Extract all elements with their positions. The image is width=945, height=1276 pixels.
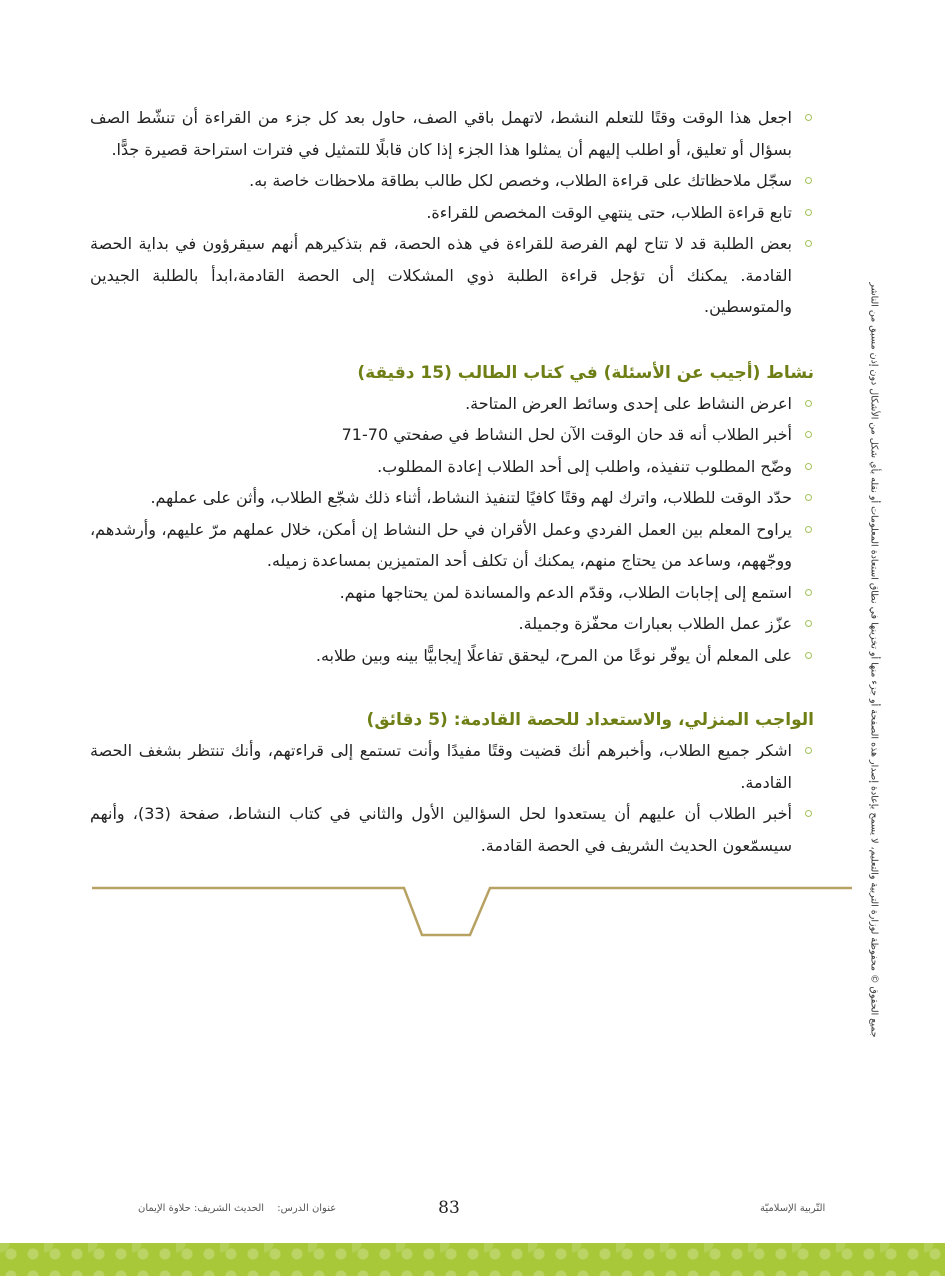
list-item: عزّز عمل الطلاب بعبارات محفّزة وجميلة. [90, 608, 814, 640]
lesson-title-footer [138, 1203, 336, 1214]
list-item: استمع إلى إجابات الطلاب، وقدّم الدعم والمساندة لمن يحتاجها منهم. [90, 577, 814, 609]
page-number: 83 [438, 1198, 460, 1218]
copyright-side-note [866, 282, 882, 1038]
list-item: سجّل ملاحظاتك على قراءة الطلاب، وخصص لكل طالب بطاقة ملاحظات خاصة به. [90, 165, 814, 197]
main-content [90, 102, 814, 861]
activity-section-heading: نشاط (أجيب عن الأسئلة) في كتاب الطالب (15 دقيقة) [357, 362, 814, 383]
copyright-text: جميع الحقوق © محفوظة لوزارة التربية والتعليم، لا يسمح بإعادة إصدار هذه الصفحة أو جزء منها أو تخزينها في نطاق استعادة المعلومات أو نقله بأي شكل من الأشكال دون إذن مسبق من الناشر [868, 282, 880, 1038]
list-item: يراوح المعلم بين العمل الفردي وعمل الأقران في حل النشاط إن أمكن، خلال عملهم مرّ عليهم، وأرشدهم، ووجّههم، وساعد من يحتاج منهم، يمكنك أن تكلف أحد المتميزين بمساعدة زميله. [90, 514, 814, 577]
lesson-label: عنوان الدرس: [277, 1203, 337, 1214]
list-item: اجعل هذا الوقت وقتًا للتعلم النشط، لاتهمل باقي الصف، حاول بعد كل جزء من القراءة أن تنشّط الصف بسؤال أو تعليق، أو اطلب إليهم أن يمثلوا هذا الجزء إذا كان قابلًا للتمثيل في فترات استراحة قصيرة جدًّا. [90, 102, 814, 165]
list-item: تابع قراءة الطلاب، حتى ينتهي الوقت المخصص للقراءة. [90, 197, 814, 229]
list-item: حدّد الوقت للطلاب، واترك لهم وقتًا كافيًا لتنفيذ النشاط، أثناء ذلك شجّع الطلاب، وأثن على عملهم. [90, 482, 814, 514]
list-item: على المعلم أن يوفّر نوعًا من المرح، ليحقق تفاعلًا إيجابيًّا بينه وبين طلابه. [90, 640, 814, 672]
footer-divider [92, 885, 852, 1045]
list-item: بعض الطلبة قد لا تتاح لهم الفرصة للقراءة في هذه الحصة، قم بتذكيرهم أنهم سيقرؤون في بداية الحصة القادمة. يمكنك أن تؤجل قراءة الطلبة ذوي المشكلات إلى الحصة القادمة،ابدأ بالطلبة الجيدين والمتوسطين. [90, 228, 814, 323]
homework-section-heading: الواجب المنزلي، والاستعداد للحصة القادمة: (5 دقائق) [366, 710, 814, 730]
list-item: اعرض النشاط على إحدى وسائط العرض المتاحة. [90, 388, 814, 420]
lesson-title: الحديث الشريف: حلاوة الإيمان [138, 1203, 265, 1214]
subject-name: التّربية الإسلاميّة [760, 1203, 826, 1214]
list-item: اشكر جميع الطلاب، وأخبرهم أنك قضيت وقتًا مفيدًا وأنت تستمع إلى قراءتهم، وأنك تنتظر بشغف الحصة القادمة. [90, 735, 814, 798]
homework-list [90, 735, 814, 861]
decorative-pattern-band [0, 1243, 945, 1276]
activity-list [90, 388, 814, 672]
list-item: أخبر الطلاب أنه قد حان الوقت الآن لحل النشاط في صفحتي 70-71 [90, 419, 814, 451]
reading-steps-list [90, 102, 814, 323]
list-item: أخبر الطلاب أن عليهم أن يستعدوا لحل السؤالين الأول والثاني في كتاب النشاط، صفحة (33)، وأنهم سيسمّعون الحديث الشريف في الحصة القادمة. [90, 798, 814, 861]
list-item: وضّح المطلوب تنفيذه، واطلب إلى أحد الطلاب إعادة المطلوب. [90, 451, 814, 483]
